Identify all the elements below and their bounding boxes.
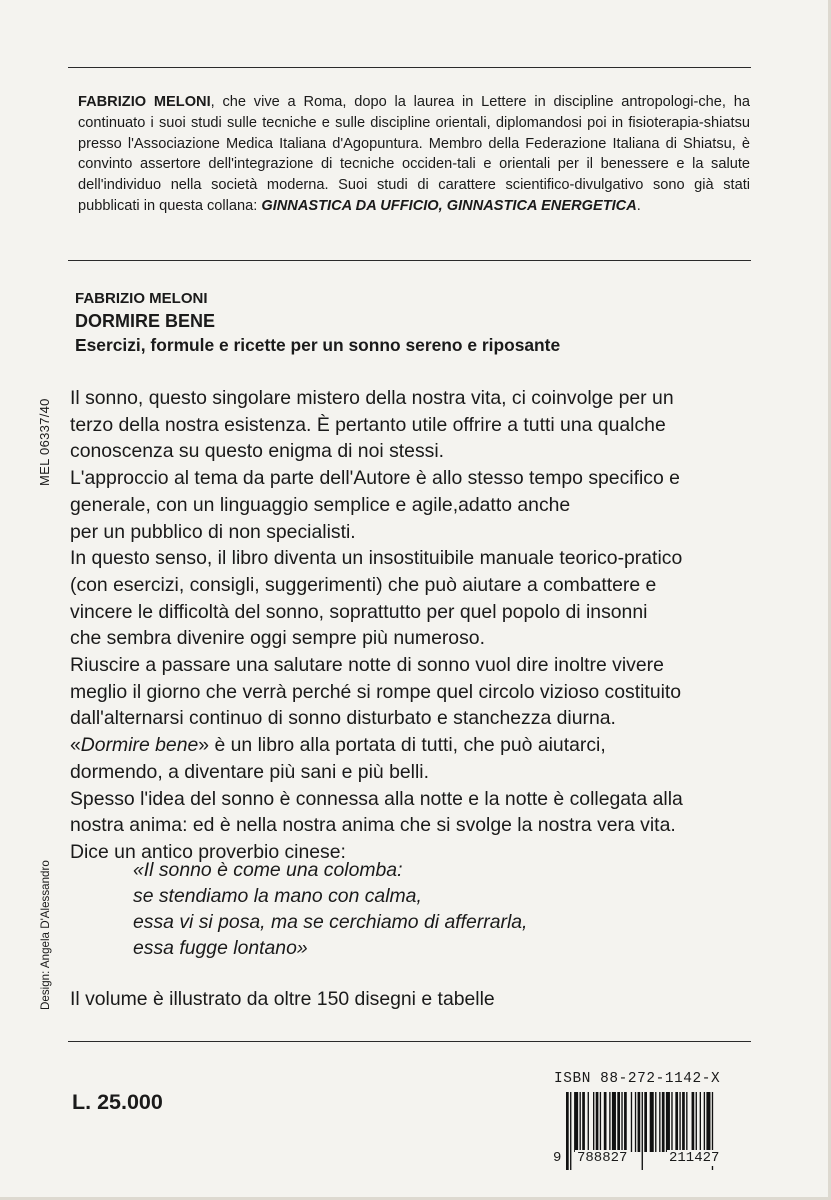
- catalog-code: MEL 06337/40: [37, 398, 52, 486]
- barcode-bar: [631, 1092, 632, 1152]
- barcode-bar: [696, 1092, 697, 1152]
- text-line: Riuscire a passare una salutare notte di sonno vuol dire inoltre vivere: [70, 654, 664, 677]
- text-line: dormendo, a diventare più sani e più belli.: [70, 760, 429, 783]
- bio-end: .: [636, 197, 641, 214]
- barcode-bar: [612, 1092, 616, 1152]
- barcode-bar: [635, 1092, 636, 1152]
- bottom-rule: [68, 1041, 751, 1042]
- barcode-bar: [662, 1092, 665, 1152]
- description-paragraph: [70, 732, 760, 785]
- barcode-bar: [588, 1092, 589, 1152]
- text-line: Dice un antico proverbio cinese:: [70, 840, 346, 863]
- quote-line: «Il sonno è come una colomba:: [133, 859, 403, 881]
- text-line: conoscenza su questo enigma di noi stessi.: [70, 440, 445, 463]
- book-title: DORMIRE BENE: [75, 311, 216, 331]
- bio-text: , che vive a Roma, dopo la laurea in Lettere in discipline antropologi-che, ha continuato i suoi studi sulle tecniche e sulle discipline orientali, diplomandosi poi in fisioterapia-shiatsu presso l'Associazione Medica Italiana d'Agopuntura. Membro della Federazione Italiana di Shiatsu, è convinto assertore dell'integrazione di tecniche occiden-tali e orientali per il benessere e la salute dell'individuo nella società moderna. Suoi studi di carattere scientifico-divulgativo sono già stati pubblicati in questa collana:: [78, 94, 750, 214]
- text-line: meglio il giorno che verrà perché si rompe quel circolo vizioso costituito: [70, 680, 682, 703]
- barcode-bar: [609, 1092, 610, 1152]
- closing-note: Il volume è illustrato da oltre 150 disegni e tabelle: [70, 988, 495, 1010]
- isbn-number: ISBN 88-272-1142-X: [554, 1071, 721, 1087]
- book-description: [70, 385, 760, 866]
- barcode-digits: [551, 1148, 761, 1170]
- text-line: terzo della nostra esistenza. È pertanto utile offrire a tutti una qualche: [70, 413, 666, 436]
- open-guillemet: «: [70, 734, 81, 757]
- barcode-bar: [679, 1092, 680, 1152]
- text-line: generale, con un linguaggio semplice e agile,adatto anche: [70, 493, 571, 516]
- italic-book-title: Dormire bene: [80, 734, 199, 757]
- description-paragraph: [70, 786, 760, 866]
- quote-line: essa vi si posa, ma se cerchiamo di afferrarla,: [133, 911, 528, 933]
- book-subtitle: Esercizi, formule e ricette per un sonno sereno e riposante: [75, 335, 561, 355]
- barcode-bar: [621, 1092, 622, 1152]
- barcode-bar: [600, 1092, 601, 1152]
- bio-previous-titles: GINNASTICA DA UFFICIO, GINNASTICA ENERGETICA: [261, 197, 637, 214]
- text-line: dall'alternarsi continuo di sonno disturbato e stanchezza diurna.: [70, 707, 616, 730]
- text-line: vincere le difficoltà del sonno, soprattutto per quel popolo di insonni: [70, 600, 648, 623]
- book-author: FABRIZIO MELONI: [75, 290, 208, 307]
- text-line: per un pubblico di non specialisti.: [70, 520, 356, 543]
- barcode-bar: [650, 1092, 654, 1152]
- barcode-bar: [659, 1092, 660, 1152]
- barcode-bar: [604, 1092, 607, 1152]
- text-line: (con esercizi, consigli, suggerimenti) che può aiutare a combattere e: [70, 573, 657, 596]
- text-line: » è un libro alla portata di tutti, che può aiutarci,: [198, 734, 606, 757]
- description-paragraph: [70, 465, 760, 545]
- top-rule: [68, 67, 751, 68]
- barcode-bar: [692, 1092, 695, 1152]
- barcode-bar: [644, 1092, 647, 1152]
- barcode-bar: [638, 1092, 641, 1152]
- text-line: Il sonno, questo singolare mistero della nostra vita, ci coinvolge per un: [70, 387, 674, 409]
- book-heading: [75, 289, 755, 357]
- text-line: che sembra divenire oggi sempre più numeroso.: [70, 627, 485, 650]
- barcode-bar: [624, 1092, 627, 1152]
- barcode-bar: [580, 1092, 581, 1152]
- price: L. 25.000: [72, 1090, 163, 1114]
- text-line: nostra anima: ed è nella nostra anima che si svolge la nostra vera vita.: [70, 814, 676, 837]
- barcode-bar: [682, 1092, 685, 1152]
- quote-line: essa fugge lontano»: [133, 937, 308, 959]
- barcode-bar: [675, 1092, 678, 1152]
- description-paragraph: [70, 545, 760, 652]
- middle-rule: [68, 260, 751, 261]
- barcode-bar: [596, 1092, 599, 1152]
- barcode-bar: [582, 1092, 585, 1152]
- text-line: Spesso l'idea del sonno è connessa alla notte e la notte è collegata alla: [70, 787, 683, 810]
- description-paragraph: [70, 652, 760, 732]
- proverb-quote: [133, 857, 733, 961]
- barcode-left-group: 788827: [577, 1150, 628, 1166]
- barcode-bar: [686, 1092, 687, 1152]
- barcode-bar: [666, 1092, 670, 1152]
- barcode-bar: [593, 1092, 594, 1152]
- design-credit: Design: Angela D'Alessandro: [39, 860, 52, 1010]
- text-line: L'approccio al tema da parte dell'Autore è allo stesso tempo specifico e: [70, 467, 680, 490]
- barcode-bar: [655, 1092, 656, 1152]
- bio-author-name: FABRIZIO MELONI: [78, 94, 211, 110]
- quote-line: se stendiamo la mano con calma,: [133, 885, 422, 907]
- author-bio: [78, 92, 750, 217]
- barcode-bar: [700, 1092, 701, 1152]
- barcode-bar: [574, 1092, 578, 1152]
- description-paragraph: [70, 385, 760, 465]
- text-line: In questo senso, il libro diventa un insostituibile manuale teorico-pratico: [70, 547, 683, 570]
- barcode-right-group: 211427: [669, 1150, 720, 1166]
- barcode-bar: [671, 1092, 672, 1152]
- barcode-lead-digit: 9: [553, 1150, 562, 1166]
- barcode-bar: [706, 1092, 710, 1152]
- barcode-bar: [704, 1092, 705, 1152]
- barcode-bar: [617, 1092, 620, 1152]
